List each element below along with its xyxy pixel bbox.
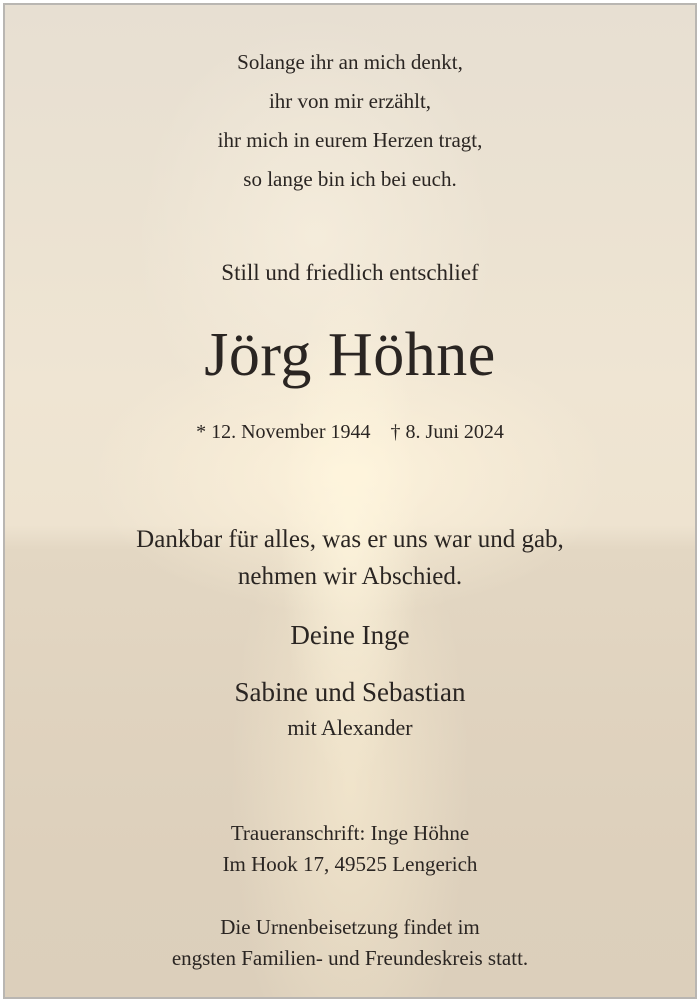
thanks-text [5, 521, 695, 595]
poem [5, 43, 695, 199]
birth-date: * 12. November 1944 [196, 421, 371, 443]
signature-alexander: mit Alexander [287, 715, 413, 740]
mourning-address [5, 818, 695, 880]
poem-line: ihr mich in eurem Herzen tragt, [217, 128, 483, 152]
poem-line: Solange ihr an mich denkt, [237, 50, 463, 74]
thanks-line: Dankbar für alles, was er uns war und gab, [136, 526, 564, 553]
note-line: Die Urnenbeisetzung findet im [220, 915, 480, 939]
death-date: † 8. Juni 2024 [390, 421, 504, 443]
thanks-line: nehmen wir Abschied. [237, 563, 463, 590]
poem-line: ihr von mir erzählt, [268, 89, 432, 113]
signature-inge: Deine Inge [290, 620, 410, 650]
address-line: Im Hook 17, 49525 Lengerich [222, 852, 478, 876]
poem-line: so lange bin ich bei euch. [243, 167, 457, 191]
life-dates [5, 417, 695, 447]
intro-text: Still und friedlich entschlief [221, 260, 479, 285]
note-line: engsten Familien- und Freundeskreis statt. [171, 946, 529, 970]
obituary-card [3, 3, 697, 999]
address-line: Traueranschrift: Inge Höhne [230, 821, 470, 845]
signature-sabine-sebastian: Sabine und Sebastian [234, 677, 466, 707]
burial-note [5, 912, 695, 974]
deceased-name: Jörg Höhne [204, 321, 496, 389]
